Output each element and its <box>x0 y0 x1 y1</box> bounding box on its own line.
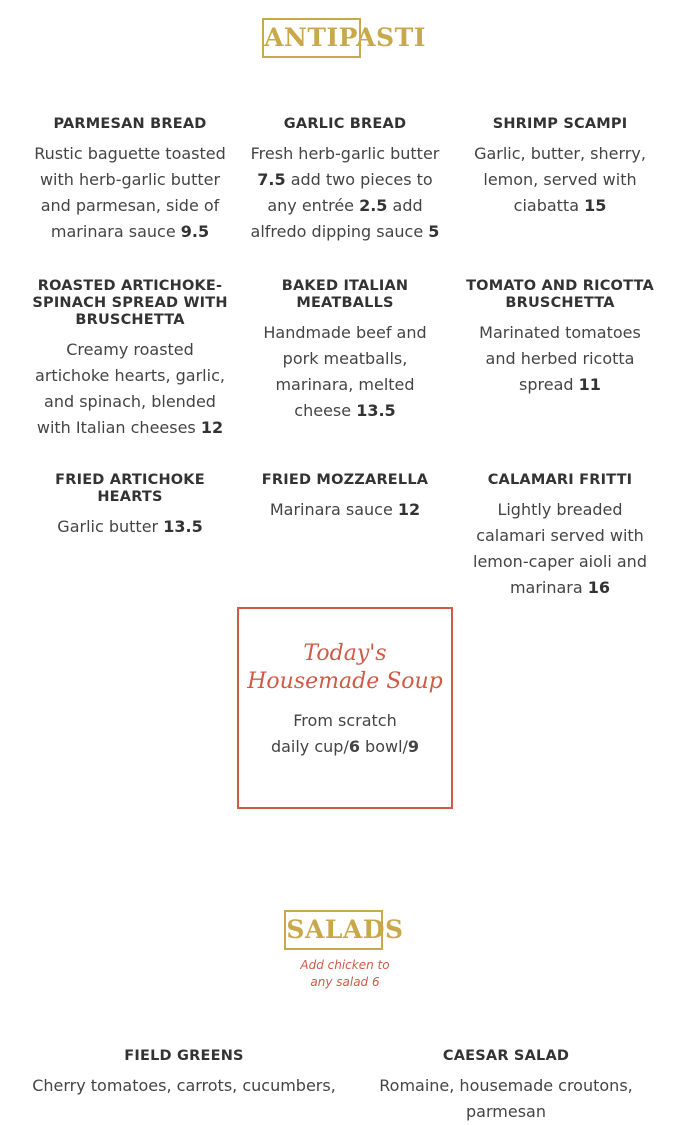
dish-price: 7.5 <box>257 170 286 189</box>
dish-fried-mozzarella <box>247 472 443 523</box>
dish-desc: Marinara sauce 12 <box>269 500 421 519</box>
dish-price: 11 <box>578 375 601 394</box>
dish-desc: Cherry tomatoes, carrots, cucumbers, <box>32 1076 336 1095</box>
dish-fried-artichoke <box>32 472 228 540</box>
dish-price: 13.5 <box>163 517 203 536</box>
dish-caesar-salad <box>346 1048 666 1125</box>
dish-name: BAKED ITALIAN MEATBALLS <box>281 278 409 311</box>
dish-price: 12 <box>397 500 421 519</box>
dish-desc: Rustic baguette toasted with herb-garlic butter and parmesan, side of marinara sauce 9.5 <box>34 144 226 241</box>
dish-shrimp-scampi <box>462 116 658 219</box>
dish-name: CAESAR SALAD <box>442 1048 570 1064</box>
dish-garlic-bread <box>247 116 443 245</box>
dish-name: FRIED MOZZARELLA <box>261 472 429 488</box>
dish-calamari <box>462 472 658 601</box>
dish-name: FIELD GREENS <box>124 1048 244 1064</box>
soup-title: Today's Housemade Soup <box>247 641 443 694</box>
dish-name: CALAMARI FRITTI <box>487 472 633 488</box>
salads-note: Add chicken to any salad 6 <box>300 958 390 989</box>
salads-title: SALADS <box>286 915 404 944</box>
antipasti-heading <box>0 22 690 54</box>
dish-price: 9.5 <box>180 222 210 241</box>
dish-name: GARLIC BREAD <box>283 116 407 132</box>
dish-desc: Handmade beef and pork meatballs, marinara, melted cheese 13.5 <box>263 323 427 420</box>
dish-desc: Garlic butter 13.5 <box>57 517 203 536</box>
dish-desc: Marinated tomatoes and herbed ricotta spread 11 <box>479 323 641 394</box>
heading-frame <box>262 18 361 58</box>
antipasti-title: ANTIPASTI <box>264 23 426 52</box>
salads-heading <box>0 914 690 946</box>
dish-desc: Romaine, housemade croutons, parmesan <box>379 1076 633 1121</box>
dish-price: 15 <box>584 196 607 215</box>
dish-price: 13.5 <box>356 401 396 420</box>
dish-desc: Creamy roasted artichoke hearts, garlic, and spinach, blended with Italian cheeses 12 <box>35 340 225 437</box>
dish-name: PARMESAN BREAD <box>53 116 207 132</box>
dish-name: FRIED ARTICHOKE HEARTS <box>55 472 205 505</box>
dish-parmesan-bread <box>32 116 228 245</box>
soup-cup-price: 6 <box>348 737 360 756</box>
dish-name: TOMATO AND RICOTTA BRUSCHETTA <box>466 278 654 311</box>
soup-bowl-price: 9 <box>407 737 420 756</box>
heading-frame <box>284 910 383 950</box>
dish-name: ROASTED ARTICHOKE-SPINACH SPREAD WITH BRUSCHETTA <box>32 278 228 328</box>
dish-tomato-ricotta <box>462 278 658 398</box>
dish-desc: Fresh herb-garlic butter 7.5 add two pieces to any entrée 2.5 add alfredo dipping sauce 5 <box>250 144 440 241</box>
dish-desc: Lightly breaded calamari served with lemon-caper aioli and marinara 16 <box>473 500 647 597</box>
dish-price: 12 <box>200 418 224 437</box>
dish-price: 16 <box>587 578 611 597</box>
dish-artichoke-spinach <box>32 278 228 441</box>
dish-desc: Garlic, butter, sherry, lemon, served with ciabatta 15 <box>474 144 646 215</box>
dish-meatballs <box>247 278 443 424</box>
dish-name: SHRIMP SCAMPI <box>492 116 628 132</box>
dish-field-greens <box>24 1048 344 1099</box>
soup-desc: From scratch daily cup/6 bowl/9 <box>270 711 420 756</box>
soup-box <box>237 607 453 809</box>
